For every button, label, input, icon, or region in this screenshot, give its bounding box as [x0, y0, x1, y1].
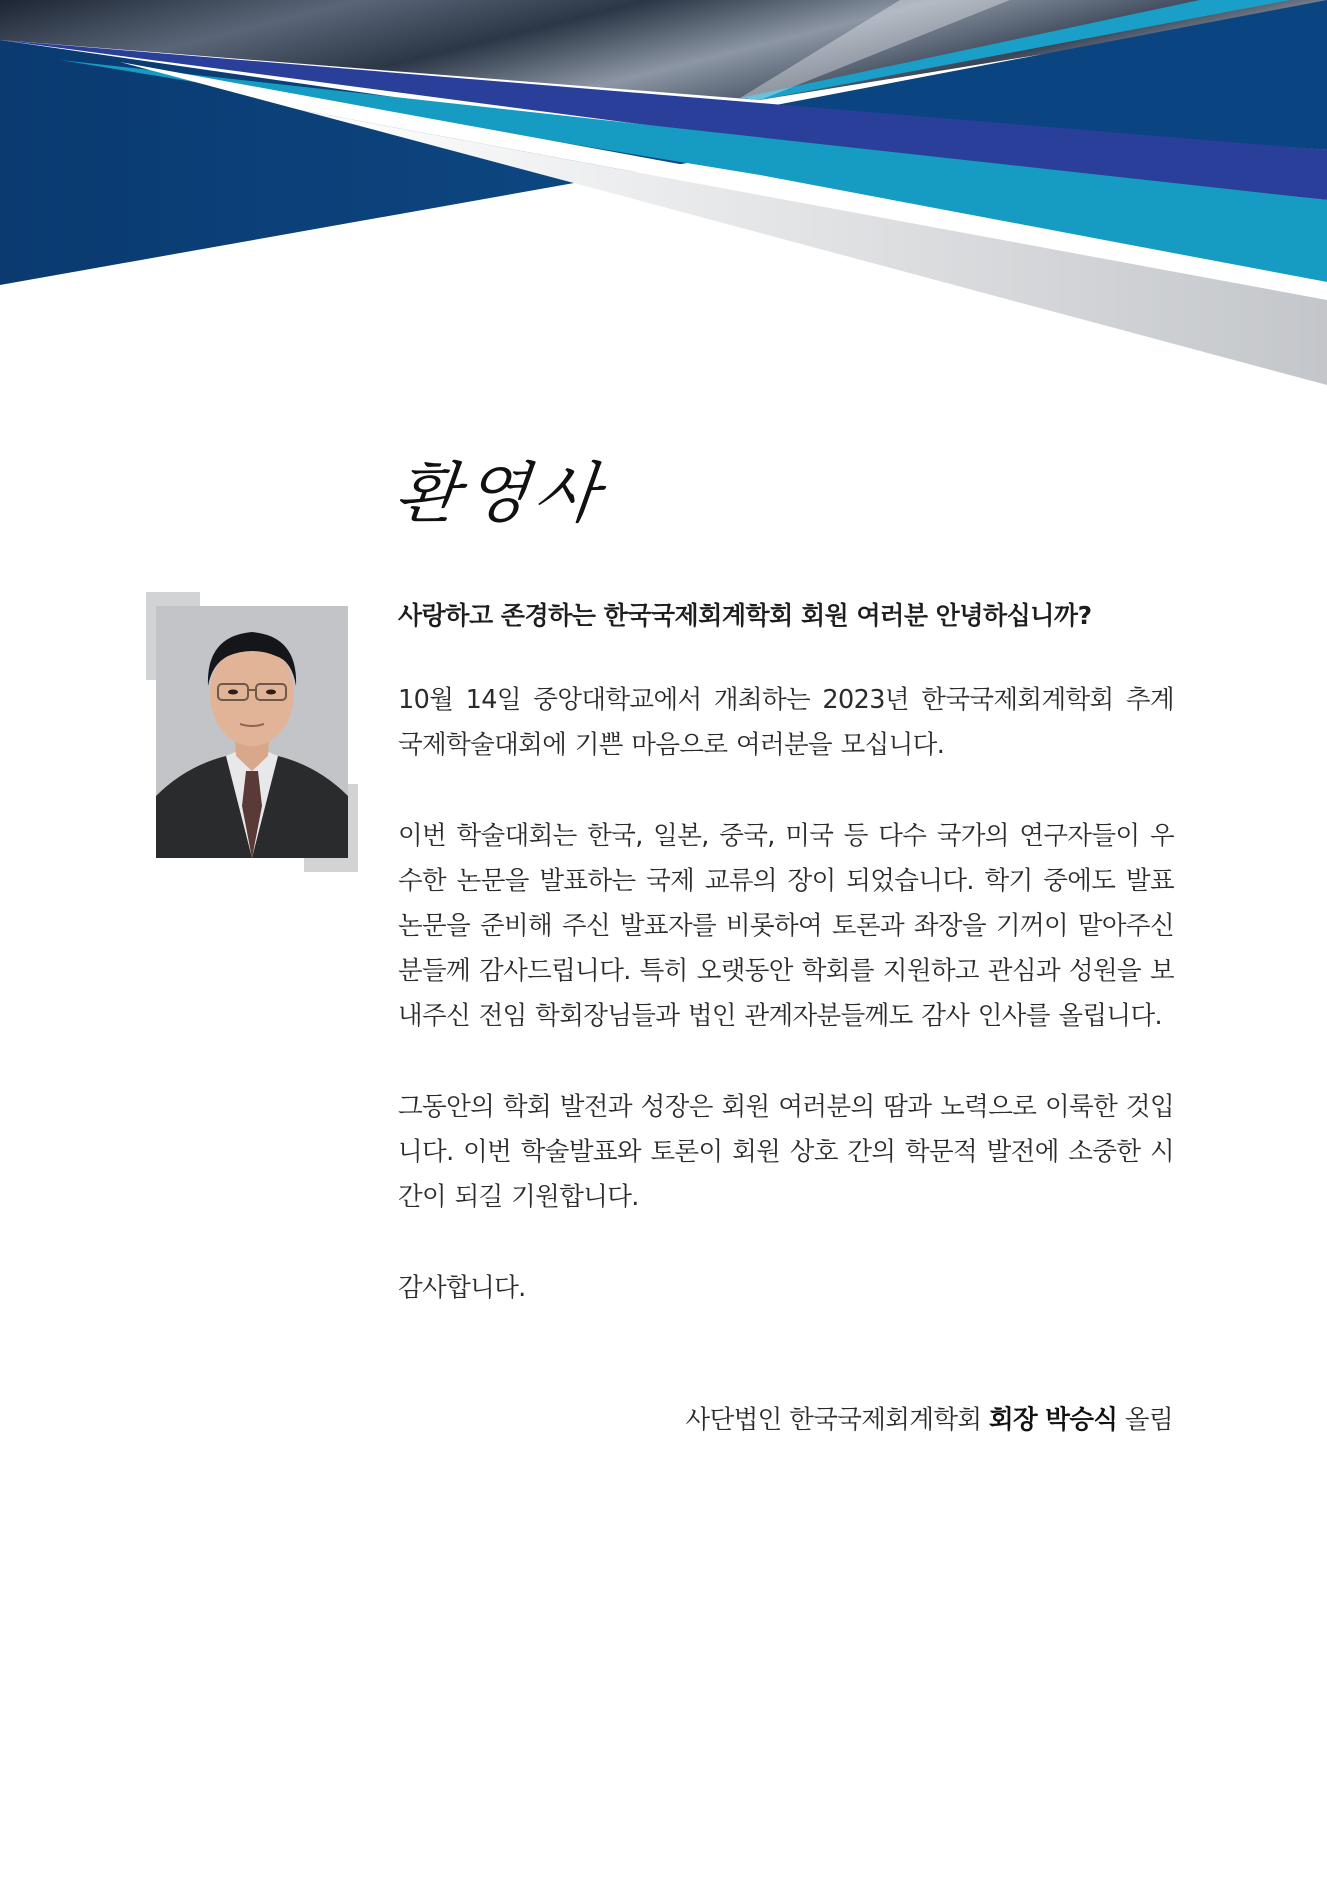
signature-suffix: 올림	[1124, 1405, 1173, 1435]
closing-thanks: 감사합니다.	[398, 1273, 526, 1303]
person-portrait-icon	[156, 606, 348, 858]
greeting-heading: 사랑하고 존경하는 한국국제회계학회 회원 여러분 안녕하십니까?	[398, 601, 1092, 630]
paragraph-2: 이번 학술대회는 한국, 일본, 중국, 미국 등 다수 국가의 연구자들이 우수한 논문을 발표하는 국제 교류의 장이 되었습니다. 학기 중에도 발표 논문을 준비해 주신 발표자를 비롯하여 토론과 좌장을 기꺼이 맡아주신 분들께 감사드립니다. 특히 오랫동안 학회를 지원하고 관심과 성원을 보내주신 전임 학회장님들과 법인 관계자분들께도 감사 인사를 올립니다.	[398, 821, 1174, 1031]
page-title: 환영사	[391, 455, 609, 532]
portrait-frame	[146, 592, 358, 872]
letter-body	[398, 596, 1174, 1311]
portrait-photo	[156, 606, 348, 858]
header-banner	[0, 0, 1327, 400]
signature-position-name: 회장 박승식	[988, 1405, 1118, 1435]
paragraph-1: 10월 14일 중앙대학교에서 개최하는 2023년 한국국제회계학회 추계국제학술대회에 기쁜 마음으로 여러분을 모십니다.	[398, 685, 1174, 760]
signature-line	[686, 1400, 1173, 1436]
signature-organization: 사단법인 한국국제회계학회	[685, 1405, 982, 1435]
paragraph-3: 그동안의 학회 발전과 성장은 회원 여러분의 땀과 노력으로 이룩한 것입니다. 이번 학술발표와 토론이 회원 상호 간의 학문적 발전에 소중한 시간이 되길 기원합니다.	[398, 1092, 1174, 1212]
